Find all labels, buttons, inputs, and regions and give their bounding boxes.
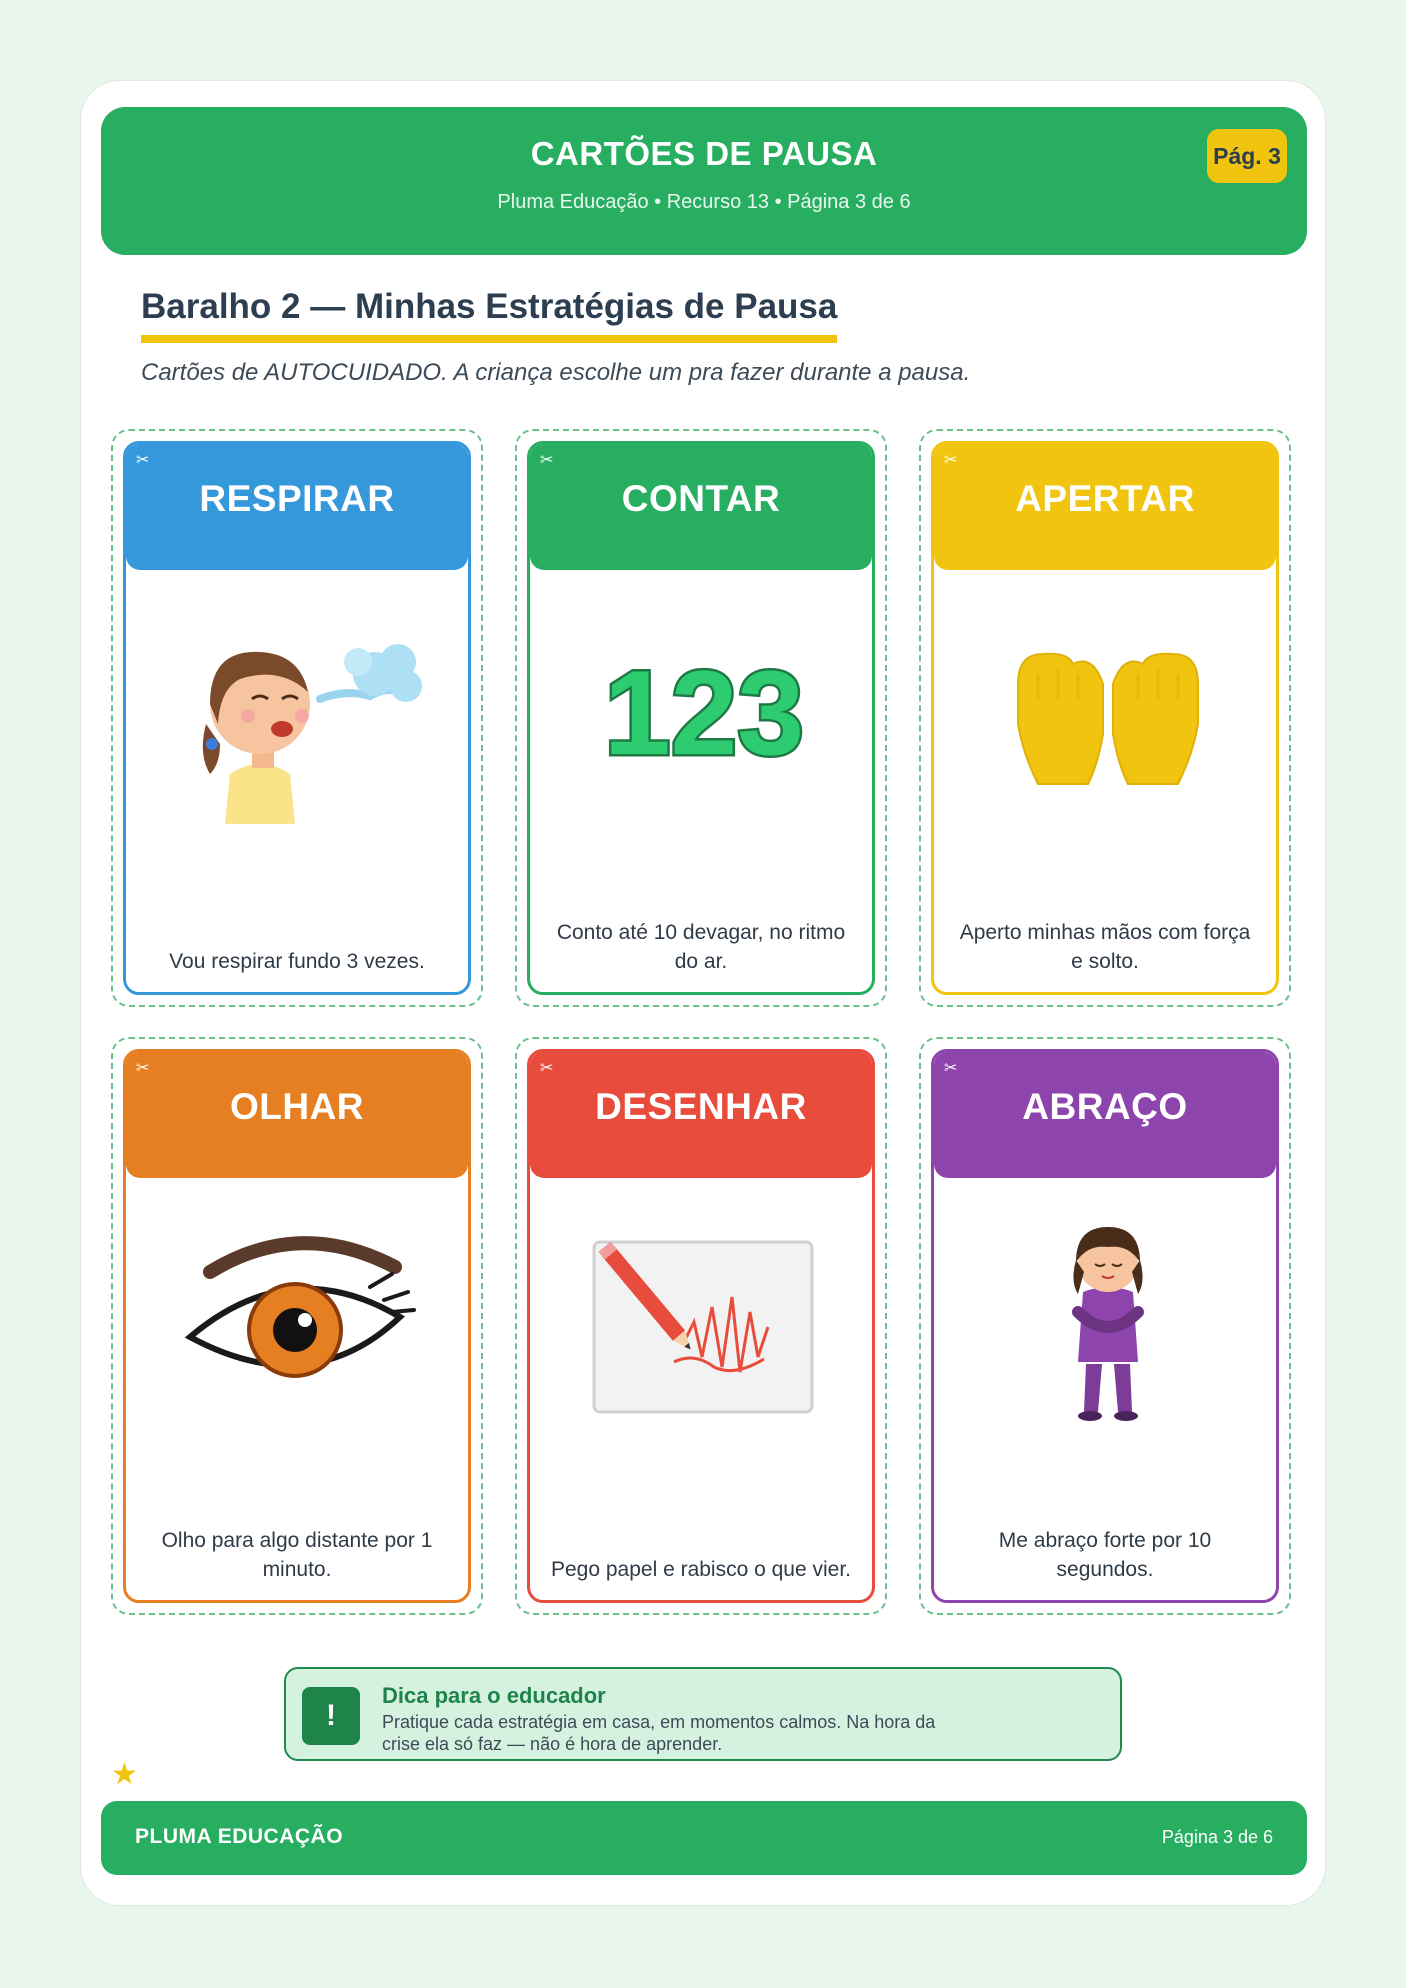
card-header [530, 444, 872, 570]
card-header [126, 1052, 468, 1178]
girl-breathing-icon [170, 604, 430, 824]
card-title: OLHAR [229, 1086, 365, 1127]
educator-tip [284, 1667, 1122, 1761]
card-cut-area [919, 429, 1291, 1007]
card-description: Pego papel e rabisco o que vier. [550, 1558, 852, 1581]
tip-body: Pratique cada estratégia em casa, em momentos calmos. Na hora da crise ela só faz — não é hora de aprender. [382, 1712, 936, 1754]
star-icon: ★ [111, 1758, 138, 1791]
card-description: Me abraço forte por 10 segundos. [998, 1529, 1212, 1581]
card-header [530, 1052, 872, 1178]
page-footer [101, 1801, 1307, 1875]
card-abraco [931, 1049, 1279, 1603]
card-olhar [123, 1049, 471, 1603]
card-respirar [123, 441, 471, 995]
deck-title: Baralho 2 — Minhas Estratégias de Pausa [141, 287, 837, 343]
pencil-scribble-icon [574, 1212, 834, 1432]
card-cut-area [515, 1037, 887, 1615]
card-cut-area [111, 429, 483, 1007]
card-description: Olho para algo distante por 1 minuto. [161, 1529, 433, 1581]
scissors-icon: ✂ [540, 452, 554, 469]
fists-icon [978, 604, 1238, 824]
deck-subtitle: Cartões de AUTOCUIDADO. A criança escolhe um pra fazer durante a pausa. [141, 359, 971, 386]
card-title: DESENHAR [595, 1086, 807, 1127]
card-title: CONTAR [621, 478, 781, 519]
card-cut-area [515, 429, 887, 1007]
page-subtitle: Pluma Educação • Recurso 13 • Página 3 de 6 [497, 191, 911, 213]
card-desenhar [527, 1049, 875, 1603]
scissors-icon: ✂ [136, 452, 150, 469]
scissors-icon: ✂ [540, 1060, 554, 1077]
card-header [934, 1052, 1276, 1178]
tip-title: Dica para o educador [382, 1683, 606, 1708]
page-header [101, 107, 1307, 255]
card-description: Vou respirar fundo 3 vezes. [169, 950, 425, 973]
page-sheet [80, 80, 1326, 1906]
card-title: RESPIRAR [199, 478, 395, 519]
girl-hugging-icon [978, 1212, 1238, 1432]
card-title: ABRAÇO [1022, 1086, 1188, 1127]
card-contar [527, 441, 875, 995]
scissors-icon: ✂ [944, 452, 958, 469]
card-description: Aperto minhas mãos com força e solto. [959, 921, 1251, 973]
scissors-icon: ✂ [944, 1060, 958, 1077]
scissors-icon: ✂ [136, 1060, 150, 1077]
card-cut-area [111, 1037, 483, 1615]
card-description: Conto até 10 devagar, no ritmo do ar. [556, 921, 846, 973]
card-title: APERTAR [1015, 478, 1195, 519]
eye-icon [170, 1212, 430, 1432]
card-cut-area [919, 1037, 1291, 1615]
page-badge: Pág. 3 [1207, 129, 1287, 183]
footer-page-number: Página 3 de 6 [1161, 1827, 1273, 1847]
exclamation-icon: ! [302, 1687, 360, 1745]
footer-brand: PLUMA EDUCAÇÃO [135, 1825, 344, 1848]
card-apertar [931, 441, 1279, 995]
card-header [126, 444, 468, 570]
card-header [934, 444, 1276, 570]
page-title: CARTÕES DE PAUSA [530, 135, 878, 172]
numbers-123-text: 123 [603, 646, 805, 780]
numbers-123-icon [574, 604, 834, 824]
